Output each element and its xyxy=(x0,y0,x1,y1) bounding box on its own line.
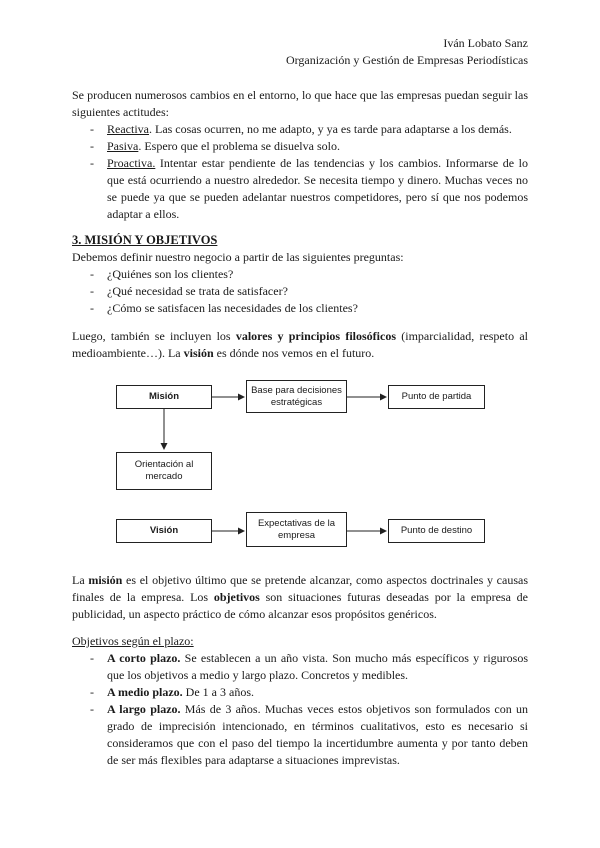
text-run: son situaciones futuras deseadas por la empresa de publicidad, un aspecto práctico de cómo alcanzar esos propósitos genéricos. xyxy=(72,590,529,621)
intro-section xyxy=(72,87,528,223)
list-item xyxy=(72,684,528,701)
header-subject: Organización y Gestión de Empresas Periodísticas xyxy=(285,53,528,67)
intro-paragraph: Se producen numerosos cambios en el entorno, lo que hace que las empresas puedan seguir las siguientes actitudes: xyxy=(72,88,528,119)
mision-box: Misión xyxy=(116,385,212,409)
attitude-term: Pasiva xyxy=(107,139,139,153)
section-lead: Debemos definir nuestro negocio a partir de las siguientes preguntas: xyxy=(72,250,404,264)
page-header xyxy=(286,35,528,69)
attitude-text: . Espero que el problema se disuelva solo. xyxy=(138,139,340,153)
text-run: es el objetivo último que se pretende alcanzar, como aspectos doctrinales y causas finales de la empresa. Los xyxy=(72,573,528,604)
plazo-term: A largo plazo. xyxy=(107,702,181,716)
base-decisiones-box: Base para decisiones estratégicas xyxy=(246,380,347,413)
section-title: 3. MISIÓN Y OBJETIVOS xyxy=(72,233,218,247)
values-term: valores y principios filosóficos xyxy=(235,329,396,343)
plazo-text: Más de 3 años. Muchas veces estos objetivos son formulados con un grado de imprecisión intencionado, en términos cualitativos, esto es necesario si consideramos que con el paso del tiempo la incertidumbre aumenta y por tanto deben de ser más flexibles para adaptarse a situaciones imprevistas. xyxy=(107,702,528,767)
list-item: - ¿Quiénes son los clientes? xyxy=(72,266,528,283)
plazo-heading: Objetivos según el plazo: xyxy=(72,634,194,648)
questions-list xyxy=(72,266,528,317)
attitude-term: Reactiva xyxy=(107,122,149,136)
plazo-term: A medio plazo. xyxy=(107,685,183,699)
definitions-paragraph xyxy=(72,572,528,623)
text-run: (imparcialidad, respeto al medioambiente…). La xyxy=(72,329,528,360)
list-item xyxy=(72,155,528,223)
list-item: - ¿Cómo se satisfacen las necesidades de los clientes? xyxy=(72,300,528,317)
plazo-text: De 1 a 3 años. xyxy=(182,685,254,699)
header-author: Iván Lobato Sanz xyxy=(443,36,528,50)
list-item: - ¿Qué necesidad se trata de satisfacer? xyxy=(72,283,528,300)
list-item xyxy=(72,121,528,138)
section-3 xyxy=(72,232,528,317)
vision-box: Visión xyxy=(116,519,212,543)
list-item xyxy=(72,138,528,155)
attitude-text: Intentar estar pendiente de las tendencias y los cambios. Informarse de lo que está ocurriendo a nuestro alrededor. Se necesita tiempo y dinero. Muchas veces no se puede ya que se pueden adelantar nuestros competidores, pero sí que nos podemos adaptar a ellos. xyxy=(107,156,528,221)
punto-destino-box: Punto de destino xyxy=(388,519,485,543)
list-item xyxy=(72,650,528,684)
plazo-text: Se establecen a un año vista. Son mucho más específicos y rigurosos que los objetivos a medio y largo plazo. Concretos y medibles. xyxy=(107,651,528,682)
values-paragraph xyxy=(72,328,528,362)
plazo-list xyxy=(72,650,528,769)
definitions-block xyxy=(72,572,528,623)
attitude-term: Proactiva. xyxy=(107,156,156,170)
vision-term: visión xyxy=(183,346,214,360)
text-run: Luego, también se incluyen los xyxy=(72,329,236,343)
text-run: La xyxy=(72,573,89,587)
mision-term: misión xyxy=(88,573,123,587)
objetivos-term: objetivos xyxy=(213,590,260,604)
text-run: es dónde nos vemos en el futuro. xyxy=(213,346,375,360)
orientacion-mercado-box: Orientación al mercado xyxy=(116,452,212,490)
values-paragraph-block xyxy=(72,328,528,362)
attitude-text: . Las cosas ocurren, no me adapto, y ya es tarde para adaptarse a los demás. xyxy=(148,122,512,136)
expectativas-box: Expectativas de la empresa xyxy=(246,512,347,547)
punto-partida-box: Punto de partida xyxy=(388,385,485,409)
plazo-term: A corto plazo. xyxy=(107,651,181,665)
plazo-section xyxy=(72,633,528,769)
attitudes-list xyxy=(72,121,528,223)
list-item xyxy=(72,701,528,769)
